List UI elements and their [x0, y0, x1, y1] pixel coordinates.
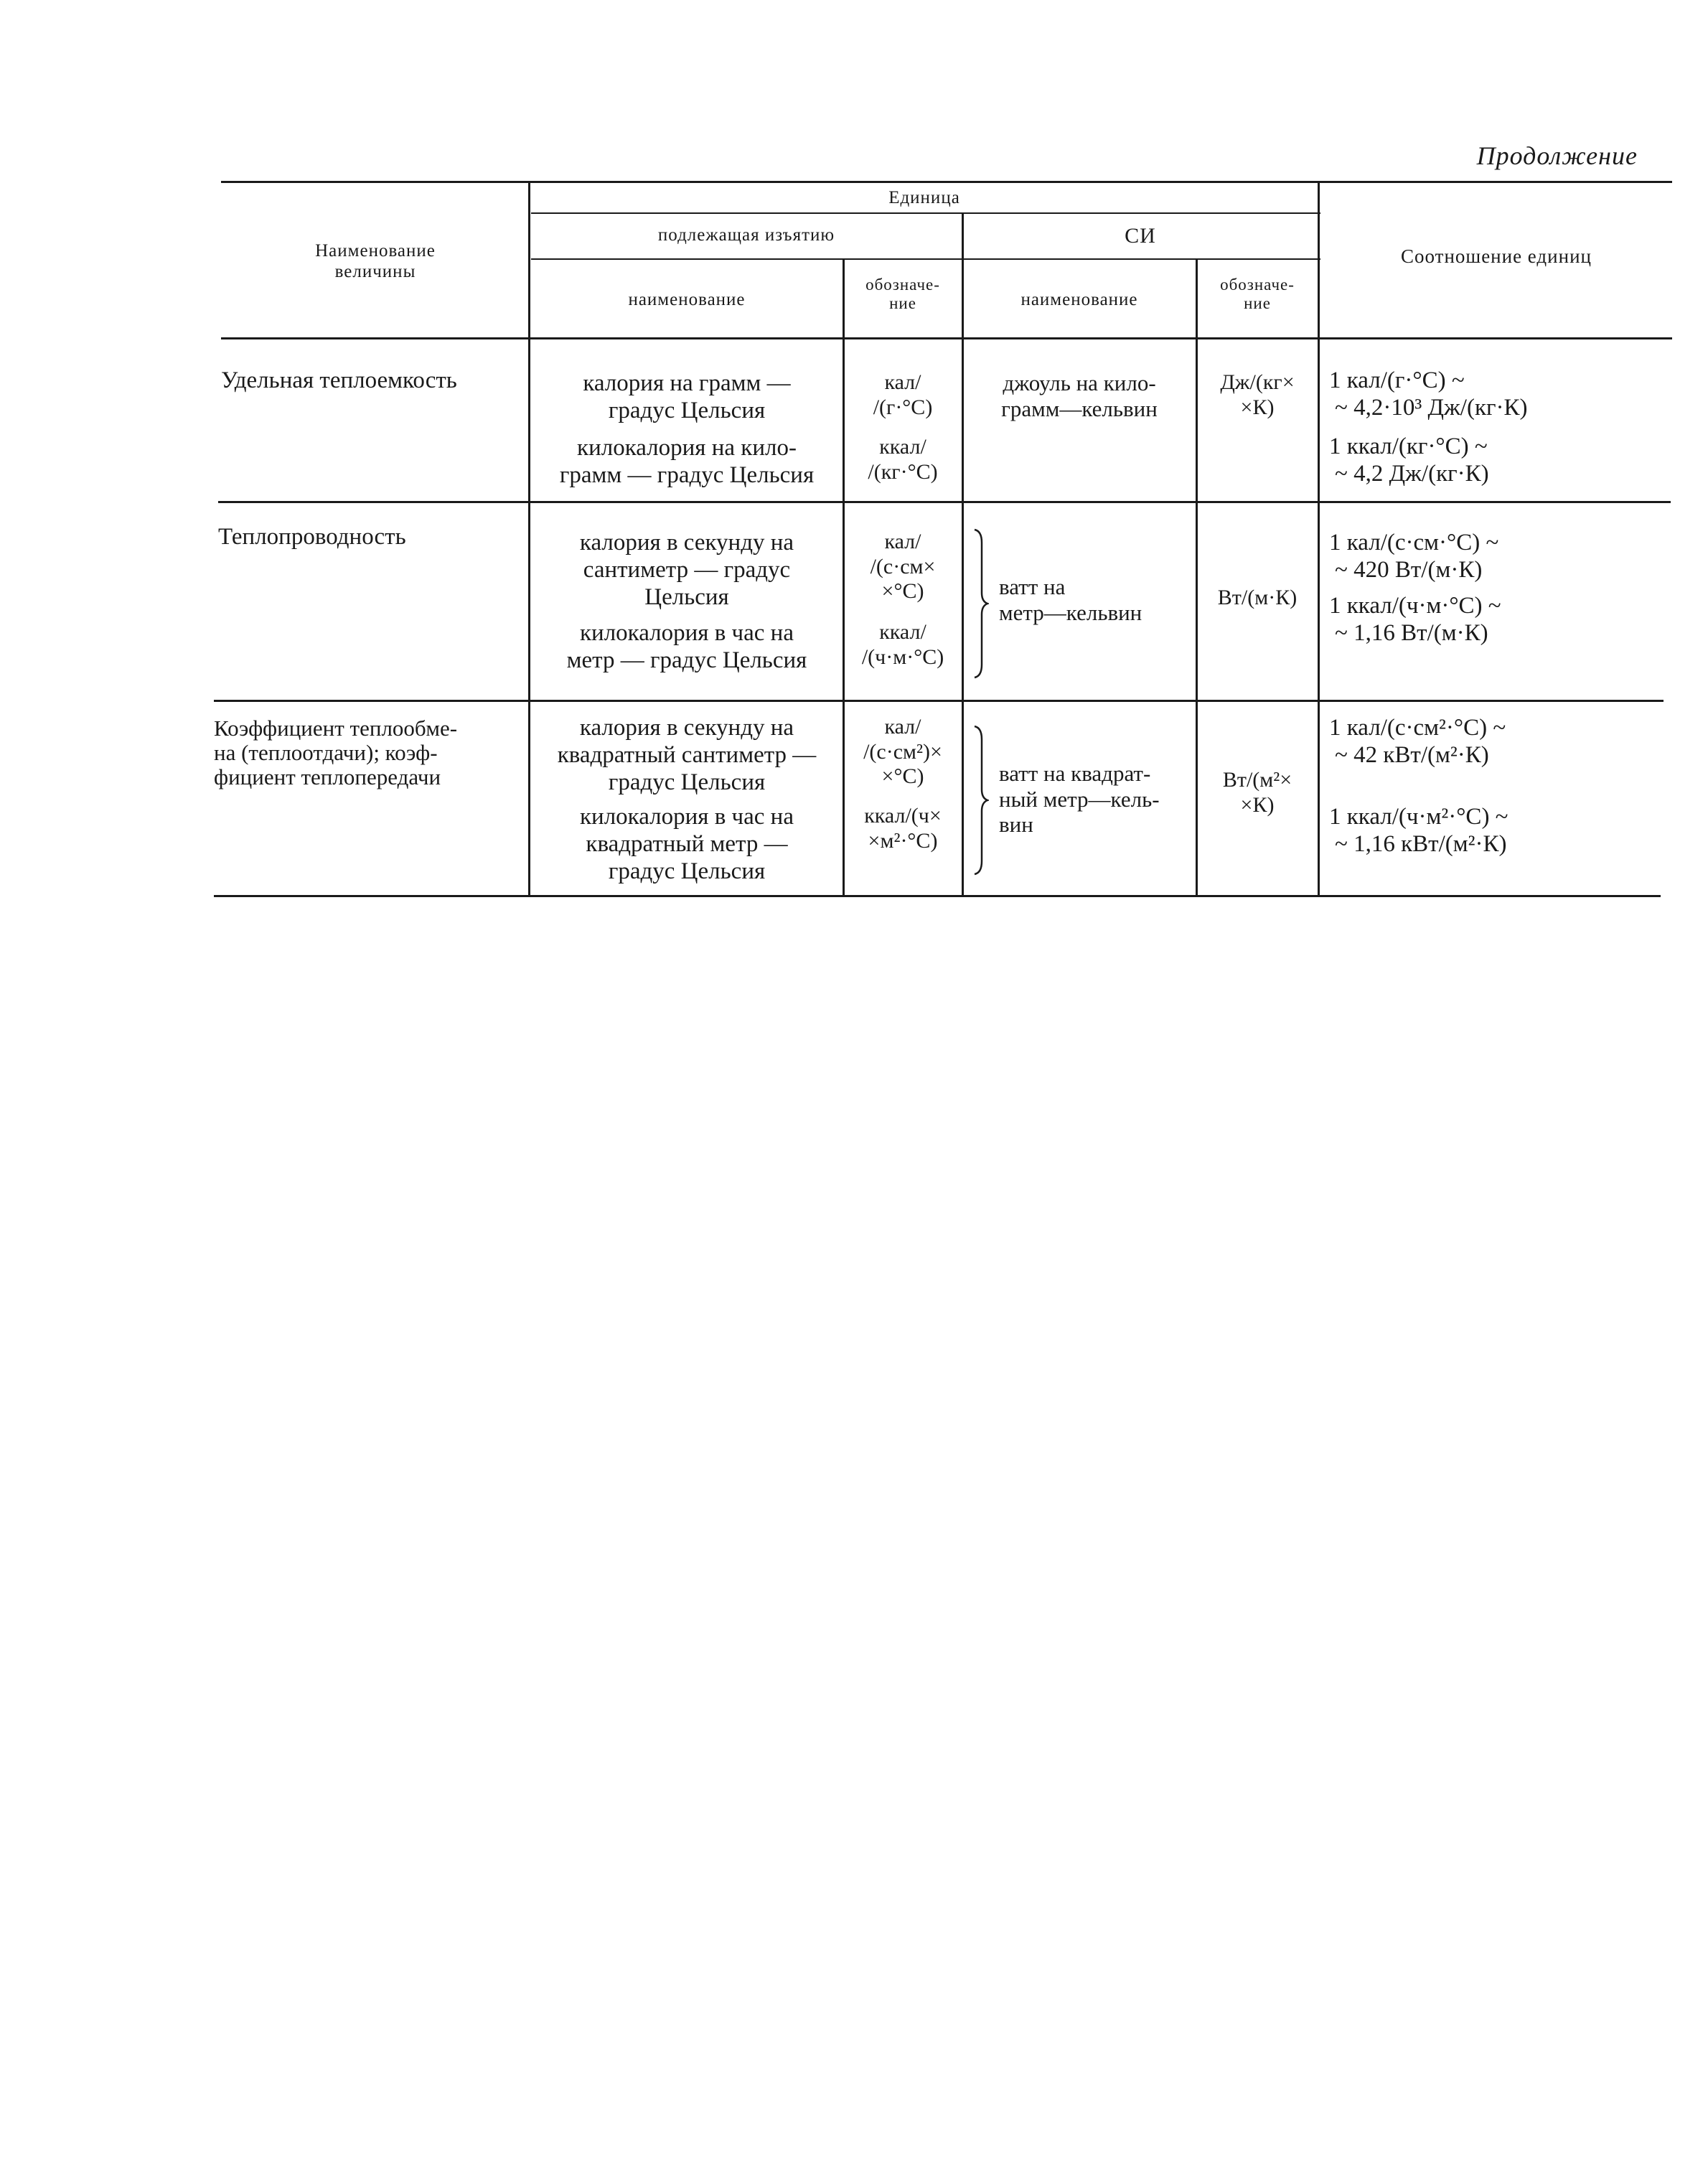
- row2-relation-2: 1 ккал/(ч·м·°С) ~ ~ 1,16 Вт/(м·К): [1329, 593, 1501, 646]
- header-quantity: Наименование величины: [315, 241, 436, 281]
- row1-quantity: Удельная теплоемкость: [221, 367, 457, 393]
- header-si: СИ: [1125, 224, 1156, 248]
- row3-old-name-1: калория в секунду на квадратный сантиметр — градус Цельсия: [557, 715, 817, 795]
- row3-si-symbol: Вт/(м²× ×К): [1222, 768, 1292, 817]
- header-withdrawn: подлежащая изъятию: [657, 225, 835, 245]
- header-old-name: наименование: [628, 290, 746, 309]
- col-divider-1: [528, 182, 530, 897]
- row2-old-name-2: килокалория в час на метр — градус Цельсия: [566, 620, 807, 673]
- row3-old-symbol-2: ккал/(ч× ×м²·°С): [864, 804, 942, 853]
- header-unit: Единица: [888, 188, 960, 207]
- row2-si-symbol: Вт/(м·К): [1217, 586, 1298, 609]
- table-top-rule: [221, 181, 1672, 183]
- row3-si-name: ватт на квадрат- ный метр—кель- вин: [999, 761, 1160, 838]
- row3-old-symbol-1: кал/ /(с·см²)× ×°С): [863, 715, 942, 788]
- subgroup-rule: [531, 258, 1320, 260]
- row3-relation-1: 1 кал/(с·см²·°С) ~ ~ 42 кВт/(м²·К): [1329, 715, 1506, 768]
- header-bottom-rule: [221, 337, 1672, 339]
- row1-old-name-2: килокалория на кило- грамм — градус Цельсия: [559, 435, 815, 488]
- header-relation: Соотношение единиц: [1401, 245, 1592, 267]
- row2-quantity: Теплопроводность: [218, 524, 406, 550]
- row3-quantity: Коэффициент теплообме- на (теплоотдачи); коэф- фициент теплопередачи: [214, 716, 458, 790]
- row1-bottom-rule: [218, 501, 1671, 503]
- row1-si-name: джоуль на кило- грамм—кельвин: [1001, 370, 1158, 421]
- row2-old-symbol-2: ккал/ /(ч·м·°С): [861, 620, 944, 669]
- continuation-label: Продолжение: [1476, 141, 1638, 170]
- row1-relation-2: 1 ккал/(кг·°С) ~ ~ 4,2 Дж/(кг·К): [1329, 433, 1489, 487]
- row1-old-symbol-2: ккал/ /(кг·°С): [868, 435, 938, 484]
- row1-old-symbol-1: кал/ /(г·°С): [873, 370, 933, 419]
- unit-group-rule: [531, 212, 1320, 214]
- row1-si-symbol: Дж/(кг× ×К): [1220, 370, 1295, 419]
- row3-old-name-2: килокалория в час на квадратный метр — градус Цельсия: [580, 804, 794, 884]
- row2-bottom-rule: [214, 700, 1664, 702]
- row2-relation-1: 1 кал/(с·см·°С) ~ ~ 420 Вт/(м·К): [1329, 530, 1499, 583]
- row2-old-symbol-1: кал/ /(с·см× ×°С): [870, 530, 936, 603]
- row2-old-name-1: калория в секунду на сантиметр — градус Цельсия: [579, 530, 794, 610]
- row2-brace-icon: [970, 528, 989, 679]
- row1-relation-1: 1 кал/(г·°С) ~ ~ 4,2·10³ Дж/(кг·К): [1329, 367, 1528, 421]
- header-old-symbol: обозначе- ние: [865, 276, 940, 313]
- table-bottom-rule: [214, 895, 1661, 897]
- header-si-symbol: обозначе- ние: [1220, 276, 1295, 313]
- row2-si-name: ватт на метр—кельвин: [999, 574, 1142, 625]
- row1-old-name-1: калория на грамм — градус Цельсия: [583, 370, 791, 423]
- row3-brace-icon: [970, 725, 989, 876]
- col-divider-5: [1318, 182, 1320, 897]
- row3-relation-2: 1 ккал/(ч·м²·°С) ~ ~ 1,16 кВт/(м²·К): [1329, 804, 1508, 857]
- header-si-name: наименование: [1020, 290, 1138, 309]
- col-divider-3: [962, 214, 964, 897]
